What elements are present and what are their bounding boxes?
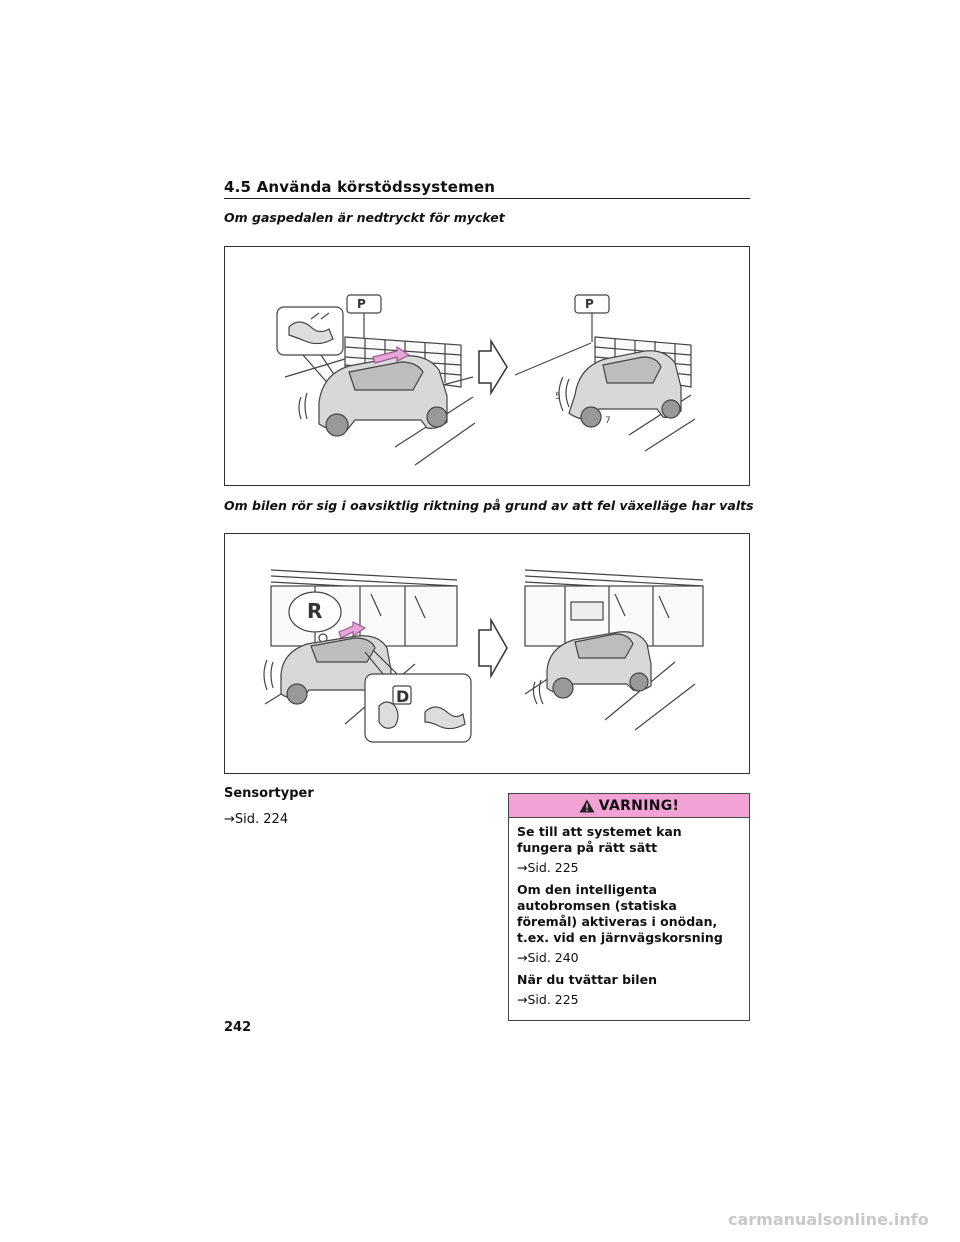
warning-body xyxy=(509,818,749,1020)
section-title: 4.5 Använda körstödssystemen xyxy=(224,178,496,196)
transition-arrow-2 xyxy=(479,620,507,676)
figure1-svg xyxy=(225,247,749,485)
warning-header xyxy=(509,794,749,818)
warning-title: VARNING! xyxy=(598,797,680,814)
sensortyper-heading: Sensortyper xyxy=(224,786,314,801)
sign-letter-right: P xyxy=(585,297,594,311)
gear-r-label: R xyxy=(307,599,323,623)
figure1-illustration xyxy=(224,246,750,486)
sensortyper-ref-link[interactable]: →Sid. 224 xyxy=(224,812,289,827)
figure1-caption: Om gaspedalen är nedtryckt för mycket xyxy=(224,210,505,225)
figure2-svg xyxy=(225,534,749,773)
svg-text:7: 7 xyxy=(605,416,611,426)
warning-item-heading: Om den intelligenta autobromsen (statiska föremål) aktiveras i onödan, t.ex. vid en järnvägskorsning xyxy=(517,882,723,945)
car-left xyxy=(299,356,447,436)
gear-d-label: D xyxy=(396,687,410,706)
page-number: 242 xyxy=(224,1020,252,1035)
figure2-caption: Om bilen rör sig i oavsiktlig riktning på grund av att fel växelläge har valts xyxy=(224,498,754,513)
warning-item-ref[interactable]: →Sid. 240 xyxy=(517,950,579,965)
warning-item-heading: När du tvättar bilen xyxy=(517,972,657,987)
warning-item-heading: Se till att systemet kan fungera på rätt sätt xyxy=(517,824,682,855)
figure2-illustration xyxy=(224,533,750,774)
transition-arrow-1 xyxy=(479,341,507,393)
watermark: carmanualsonline.info xyxy=(728,1210,929,1229)
warning-item-ref[interactable]: →Sid. 225 xyxy=(517,860,579,875)
section-rule xyxy=(224,198,750,199)
warning-box xyxy=(508,793,750,1021)
warning-item-ref[interactable]: →Sid. 225 xyxy=(517,992,579,1007)
car-right xyxy=(559,351,681,427)
svg-text:5: 5 xyxy=(555,392,561,402)
warning-triangle-icon xyxy=(579,799,595,813)
sign-letter-left: P xyxy=(357,297,366,311)
